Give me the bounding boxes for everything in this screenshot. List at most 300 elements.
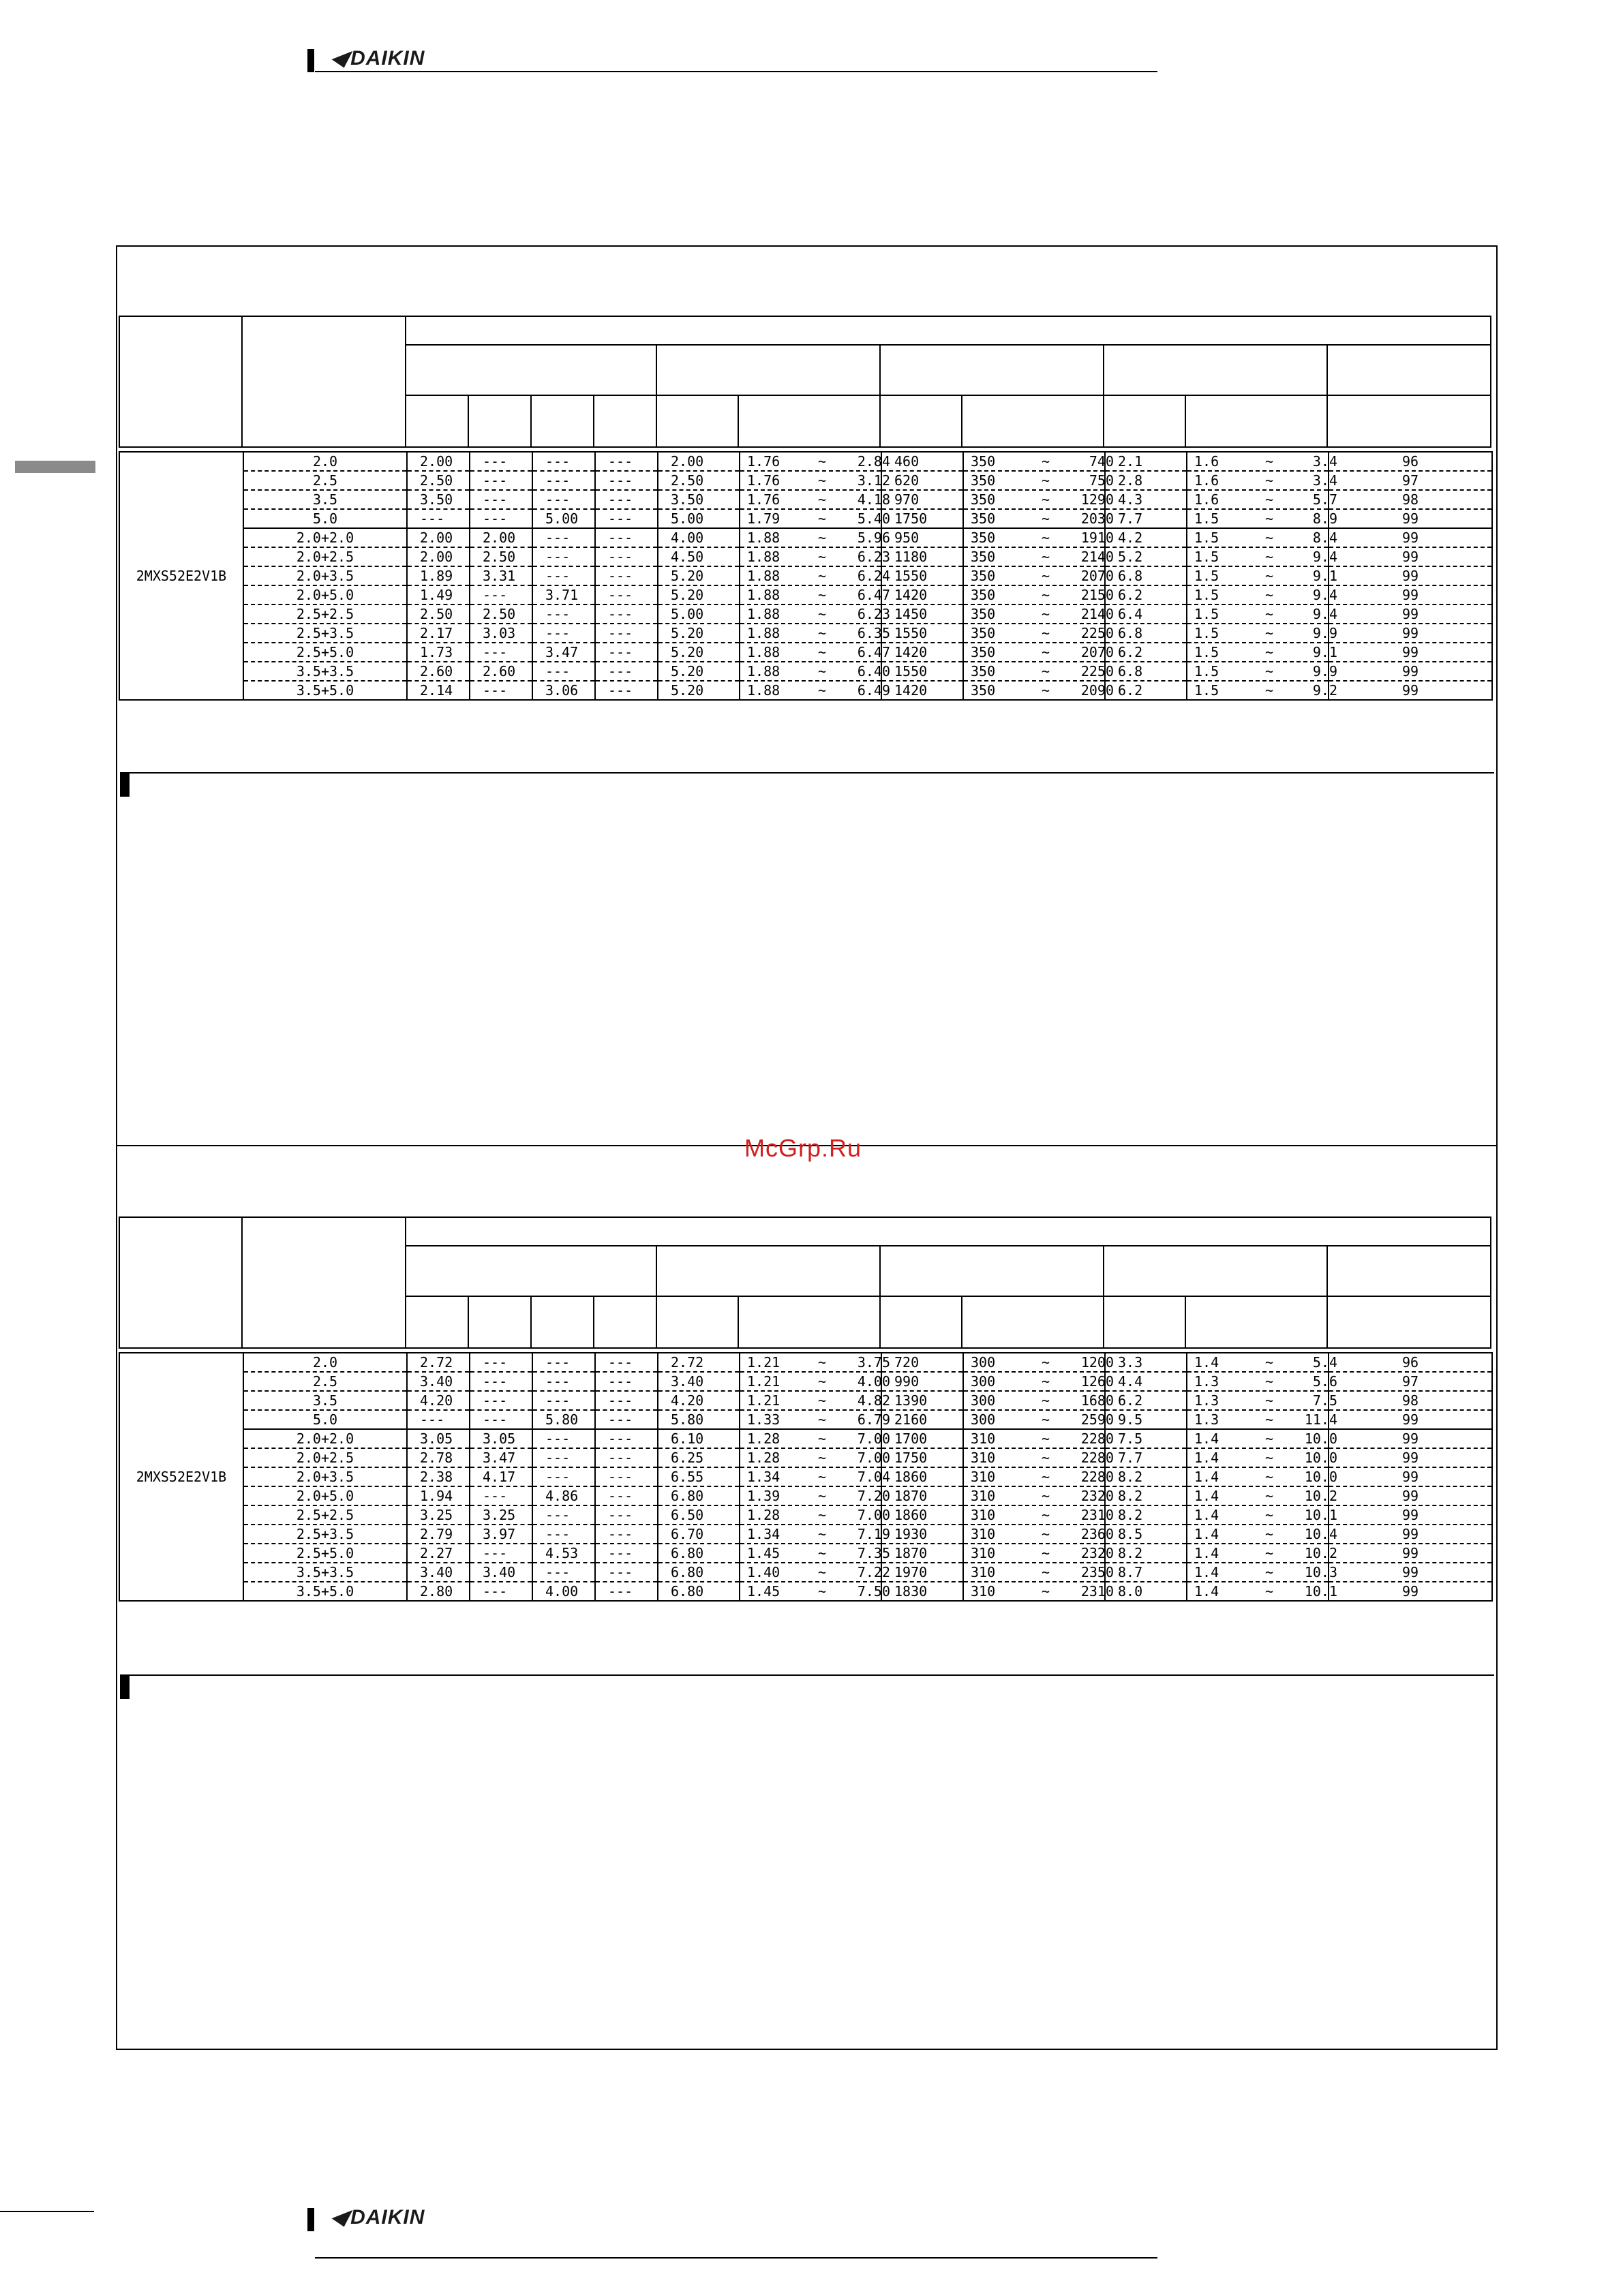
power-range [963, 471, 1114, 490]
tilde-separator: ~ [1041, 644, 1050, 660]
current-range [1187, 547, 1337, 566]
capacity-range-min: 1.88 [747, 606, 780, 622]
power-range-max: 2320 [1080, 1545, 1114, 1561]
power-input: 1830 [881, 1582, 963, 1601]
current-range-min: 1.4 [1194, 1469, 1219, 1485]
power-input: 1700 [881, 1429, 963, 1448]
power-input: 1450 [881, 604, 963, 624]
power-factor: 97 [1329, 471, 1492, 490]
total-capacity: 6.80 [658, 1563, 740, 1582]
capacity-room-c: --- [532, 1467, 595, 1486]
capacity-range-min: 1.76 [747, 453, 780, 470]
power-range-min: 350 [971, 568, 996, 584]
power-range [963, 585, 1114, 604]
header-cell-group-b-b [656, 1245, 881, 1297]
capacity-room-c: 3.47 [532, 643, 595, 662]
power-range-max: 1680 [1080, 1392, 1114, 1409]
current-range-max: 9.4 [1312, 587, 1337, 603]
section-rule-1 [120, 772, 1494, 774]
capacity-range-max: 7.35 [857, 1545, 890, 1561]
capacity-range-max: 6.47 [857, 587, 890, 603]
current-range-max: 10.2 [1304, 1545, 1337, 1561]
current-range [1187, 1353, 1337, 1372]
current-range [1187, 490, 1337, 509]
total-capacity: 5.80 [658, 1410, 740, 1429]
power-range-min: 350 [971, 606, 996, 622]
footer-left-rule [0, 2211, 94, 2212]
capacity-room-b: --- [470, 643, 532, 662]
capacity-room-d: --- [595, 662, 658, 681]
tilde-separator: ~ [1041, 568, 1050, 584]
header-sub-2-b [468, 1296, 532, 1349]
capacity-room-a: 2.78 [407, 1448, 470, 1467]
current-range-min: 1.6 [1194, 472, 1219, 489]
running-current: 8.2 [1105, 1486, 1187, 1505]
current-range [1187, 1391, 1337, 1410]
power-range-min: 310 [971, 1488, 996, 1504]
power-factor: 99 [1329, 1544, 1492, 1563]
power-factor: 99 [1329, 624, 1492, 643]
header-cell-group-a [405, 344, 657, 396]
power-input: 460 [881, 452, 963, 471]
power-range-min: 350 [971, 625, 996, 641]
capacity-room-b: 3.05 [470, 1429, 532, 1448]
power-range-max: 2280 [1080, 1469, 1114, 1485]
power-range-min: 350 [971, 644, 996, 660]
current-range-min: 1.5 [1194, 625, 1219, 641]
current-range [1187, 1467, 1337, 1486]
capacity-room-b: --- [470, 1582, 532, 1601]
capacity-range [740, 1448, 890, 1467]
table-row [119, 662, 1492, 681]
capacity-room-a: 1.89 [407, 566, 470, 585]
capacity-range-min: 1.88 [747, 682, 780, 699]
capacity-room-c: 5.80 [532, 1410, 595, 1429]
current-range-max: 11.4 [1304, 1411, 1337, 1428]
power-factor: 99 [1329, 1486, 1492, 1505]
capacity-room-d: --- [595, 566, 658, 585]
capacity-room-c: --- [532, 566, 595, 585]
header-cell-group-c [879, 344, 1104, 396]
combination-cell: 2.5 [243, 1372, 407, 1391]
capacity-room-c: --- [532, 624, 595, 643]
power-range-max: 2280 [1080, 1450, 1114, 1466]
power-range-min: 300 [971, 1373, 996, 1390]
table-row [119, 528, 1492, 547]
header-sub-6 [738, 395, 881, 448]
header-cell-group-d [1103, 344, 1328, 396]
total-capacity: 4.20 [658, 1391, 740, 1410]
capacity-range-max: 7.04 [857, 1469, 890, 1485]
power-range-min: 310 [971, 1450, 996, 1466]
capacity-room-a: 2.50 [407, 471, 470, 490]
tilde-separator: ~ [1041, 606, 1050, 622]
capacity-range [740, 1429, 890, 1448]
tilde-separator: ~ [817, 587, 827, 603]
bottom-data-table [119, 1352, 1493, 1602]
tilde-separator: ~ [1264, 568, 1274, 584]
tilde-separator: ~ [817, 1373, 827, 1390]
capacity-room-b: --- [470, 1372, 532, 1391]
power-range-min: 310 [971, 1583, 996, 1599]
capacity-range-max: 6.23 [857, 549, 890, 565]
capacity-room-a: 2.00 [407, 528, 470, 547]
table-row [119, 452, 1492, 471]
running-current: 4.2 [1105, 528, 1187, 547]
capacity-range-min: 1.21 [747, 1392, 780, 1409]
current-range-max: 3.4 [1312, 472, 1337, 489]
combination-cell: 2.0 [243, 452, 407, 471]
power-input: 1870 [881, 1486, 963, 1505]
power-range-max: 2360 [1080, 1526, 1114, 1542]
tilde-separator: ~ [817, 1488, 827, 1504]
section-tab-marker [15, 461, 95, 473]
power-range-max: 2590 [1080, 1411, 1114, 1428]
total-capacity: 2.50 [658, 471, 740, 490]
power-range [963, 1486, 1114, 1505]
tilde-separator: ~ [817, 1392, 827, 1409]
capacity-range-min: 1.28 [747, 1450, 780, 1466]
capacity-range [740, 1467, 890, 1486]
power-range-min: 350 [971, 472, 996, 489]
tilde-separator: ~ [1264, 1469, 1274, 1485]
tilde-separator: ~ [1041, 1469, 1050, 1485]
tilde-separator: ~ [817, 568, 827, 584]
capacity-room-d: --- [595, 528, 658, 547]
current-range-max: 10.0 [1304, 1450, 1337, 1466]
combination-cell: 5.0 [243, 509, 407, 528]
footer-rule [315, 2257, 1157, 2259]
tilde-separator: ~ [817, 549, 827, 565]
capacity-room-c: --- [532, 604, 595, 624]
power-range-min: 300 [971, 1354, 996, 1371]
footer-logo [328, 2205, 425, 2229]
capacity-room-b: --- [470, 452, 532, 471]
table-row [119, 681, 1492, 700]
power-input: 2160 [881, 1410, 963, 1429]
power-range-max: 2030 [1080, 510, 1114, 527]
current-range-min: 1.4 [1194, 1450, 1219, 1466]
capacity-range-min: 1.45 [747, 1545, 780, 1561]
tilde-separator: ~ [1264, 1411, 1274, 1428]
total-capacity: 5.20 [658, 643, 740, 662]
table-row [119, 1486, 1492, 1505]
header-logo-bar [307, 49, 314, 72]
current-range [1187, 624, 1337, 643]
capacity-room-a: 2.00 [407, 547, 470, 566]
capacity-room-b: 2.00 [470, 528, 532, 547]
power-range [963, 1505, 1114, 1525]
capacity-room-c: 4.86 [532, 1486, 595, 1505]
power-range-max: 2140 [1080, 549, 1114, 565]
current-range [1187, 1544, 1337, 1563]
footer-brand-text: DAIKIN [350, 2206, 425, 2229]
capacity-room-a: 2.72 [407, 1353, 470, 1372]
capacity-range-max: 6.40 [857, 663, 890, 679]
running-current: 6.8 [1105, 566, 1187, 585]
combination-cell: 2.5 [243, 471, 407, 490]
running-current: 4.3 [1105, 490, 1187, 509]
combination-cell: 2.5+2.5 [243, 604, 407, 624]
current-range [1187, 681, 1337, 700]
table-row [119, 471, 1492, 490]
power-range-max: 1290 [1080, 491, 1114, 508]
total-capacity: 6.70 [658, 1525, 740, 1544]
power-input: 1550 [881, 566, 963, 585]
tilde-separator: ~ [1264, 644, 1274, 660]
total-capacity: 5.00 [658, 604, 740, 624]
table-row [119, 566, 1492, 585]
total-capacity: 6.80 [658, 1486, 740, 1505]
capacity-room-b: --- [470, 681, 532, 700]
capacity-range [740, 1525, 890, 1544]
running-current: 8.2 [1105, 1544, 1187, 1563]
header-cell-combination-b [241, 1216, 406, 1349]
tilde-separator: ~ [817, 510, 827, 527]
table-row [119, 1391, 1492, 1410]
current-range-min: 1.3 [1194, 1373, 1219, 1390]
daikin-mark-icon: ◀ [328, 2206, 351, 2229]
capacity-room-c: 3.71 [532, 585, 595, 604]
power-range-min: 350 [971, 530, 996, 546]
combination-cell: 2.0+2.5 [243, 547, 407, 566]
power-input: 620 [881, 471, 963, 490]
tilde-separator: ~ [817, 491, 827, 508]
combination-cell: 3.5+5.0 [243, 1582, 407, 1601]
combination-cell: 2.5+3.5 [243, 624, 407, 643]
header-brand-text: DAIKIN [350, 47, 425, 70]
power-range-max: 2070 [1080, 568, 1114, 584]
combination-cell: 2.0+2.0 [243, 1429, 407, 1448]
capacity-room-b: --- [470, 1353, 532, 1372]
total-capacity: 5.20 [658, 662, 740, 681]
combination-cell: 2.0+5.0 [243, 585, 407, 604]
capacity-range-min: 1.33 [747, 1411, 780, 1428]
power-input: 1180 [881, 547, 963, 566]
capacity-room-d: --- [595, 1467, 658, 1486]
capacity-room-c: --- [532, 471, 595, 490]
header-cell-group-e-b [1326, 1245, 1491, 1297]
capacity-range-max: 7.00 [857, 1507, 890, 1523]
header-sub-7 [879, 395, 962, 448]
tilde-separator: ~ [1041, 472, 1050, 489]
capacity-room-a: 1.94 [407, 1486, 470, 1505]
current-range [1187, 1525, 1337, 1544]
capacity-room-c: --- [532, 452, 595, 471]
capacity-room-b: 3.47 [470, 1448, 532, 1467]
power-range-max: 2150 [1080, 587, 1114, 603]
running-current: 8.2 [1105, 1467, 1187, 1486]
total-capacity: 4.50 [658, 547, 740, 566]
capacity-range [740, 604, 890, 624]
tilde-separator: ~ [1264, 1564, 1274, 1580]
capacity-room-a: 3.50 [407, 490, 470, 509]
tilde-separator: ~ [817, 644, 827, 660]
current-range-max: 10.3 [1304, 1564, 1337, 1580]
power-range [963, 452, 1114, 471]
tilde-separator: ~ [817, 1564, 827, 1580]
current-range-min: 1.4 [1194, 1488, 1219, 1504]
capacity-range [740, 452, 890, 471]
capacity-room-a: 2.17 [407, 624, 470, 643]
running-current: 8.0 [1105, 1582, 1187, 1601]
capacity-room-b: 3.25 [470, 1505, 532, 1525]
tilde-separator: ~ [1264, 1354, 1274, 1371]
capacity-room-d: --- [595, 1391, 658, 1410]
capacity-room-b: 3.03 [470, 624, 532, 643]
capacity-range-min: 1.45 [747, 1583, 780, 1599]
header-cell-group-d-b [1103, 1245, 1328, 1297]
power-input: 1750 [881, 509, 963, 528]
capacity-room-c: --- [532, 1505, 595, 1525]
tilde-separator: ~ [1264, 1373, 1274, 1390]
capacity-room-c: 4.53 [532, 1544, 595, 1563]
tilde-separator: ~ [1264, 510, 1274, 527]
combination-cell: 5.0 [243, 1410, 407, 1429]
power-range-max: 2350 [1080, 1564, 1114, 1580]
running-current: 6.4 [1105, 604, 1187, 624]
tilde-separator: ~ [817, 1411, 827, 1428]
tilde-separator: ~ [817, 606, 827, 622]
tilde-separator: ~ [1041, 1392, 1050, 1409]
current-range-max: 5.6 [1312, 1373, 1337, 1390]
current-range [1187, 604, 1337, 624]
capacity-room-b: --- [470, 1544, 532, 1563]
power-range [963, 566, 1114, 585]
header-sub-3-b [530, 1296, 594, 1349]
power-input: 1750 [881, 1448, 963, 1467]
capacity-room-d: --- [595, 471, 658, 490]
header-cell-group-c-b [879, 1245, 1104, 1297]
tilde-separator: ~ [817, 530, 827, 546]
top-data-table [119, 451, 1493, 701]
current-range-min: 1.5 [1194, 644, 1219, 660]
tilde-separator: ~ [1041, 682, 1050, 699]
capacity-room-b: --- [470, 1410, 532, 1429]
tilde-separator: ~ [1264, 1450, 1274, 1466]
capacity-range [740, 585, 890, 604]
power-input: 950 [881, 528, 963, 547]
current-range [1187, 1410, 1337, 1429]
power-range-min: 300 [971, 1392, 996, 1409]
current-range-max: 5.7 [1312, 491, 1337, 508]
capacity-range-max: 4.18 [857, 491, 890, 508]
capacity-room-d: --- [595, 1486, 658, 1505]
current-range [1187, 1563, 1337, 1582]
capacity-range [740, 547, 890, 566]
current-range [1187, 566, 1337, 585]
capacity-room-c: --- [532, 1391, 595, 1410]
capacity-range [740, 1391, 890, 1410]
power-factor: 99 [1329, 1429, 1492, 1448]
footer-logo-bar [307, 2208, 314, 2231]
capacity-room-a: 3.40 [407, 1372, 470, 1391]
tilde-separator: ~ [1264, 1488, 1274, 1504]
current-range-max: 3.4 [1312, 453, 1337, 470]
section-marker-1 [120, 774, 130, 797]
power-range [963, 528, 1114, 547]
running-current: 6.2 [1105, 643, 1187, 662]
capacity-room-d: --- [595, 1410, 658, 1429]
running-current: 6.2 [1105, 585, 1187, 604]
table-row [119, 1563, 1492, 1582]
capacity-room-d: --- [595, 1525, 658, 1544]
capacity-range-max: 6.35 [857, 625, 890, 641]
current-range-max: 9.2 [1312, 682, 1337, 699]
capacity-range-max: 7.50 [857, 1583, 890, 1599]
capacity-range [740, 1544, 890, 1563]
capacity-range [740, 471, 890, 490]
power-input: 1390 [881, 1391, 963, 1410]
power-range-min: 350 [971, 453, 996, 470]
capacity-range [740, 1372, 890, 1391]
capacity-room-d: --- [595, 624, 658, 643]
current-range-max: 10.1 [1304, 1507, 1337, 1523]
tilde-separator: ~ [1041, 491, 1050, 508]
current-range-min: 1.5 [1194, 549, 1219, 565]
header-sub-1-b [405, 1296, 469, 1349]
capacity-room-c: --- [532, 1563, 595, 1582]
power-range-min: 350 [971, 510, 996, 527]
power-input: 1870 [881, 1544, 963, 1563]
power-range [963, 509, 1114, 528]
power-range [963, 1582, 1114, 1601]
header-cell-combination [241, 316, 406, 448]
power-range [963, 490, 1114, 509]
capacity-room-a: --- [407, 1410, 470, 1429]
header-sub-2 [468, 395, 532, 448]
header-sub-11 [1326, 395, 1491, 448]
power-range [963, 1525, 1114, 1544]
capacity-range-max: 4.00 [857, 1373, 890, 1390]
capacity-room-a: --- [407, 509, 470, 528]
total-capacity: 6.80 [658, 1544, 740, 1563]
tilde-separator: ~ [817, 1469, 827, 1485]
current-range-max: 8.4 [1312, 530, 1337, 546]
tilde-separator: ~ [1264, 606, 1274, 622]
header-sub-5-b [656, 1296, 739, 1349]
running-current: 6.8 [1105, 624, 1187, 643]
capacity-range-min: 1.21 [747, 1354, 780, 1371]
tilde-separator: ~ [817, 625, 827, 641]
power-factor: 97 [1329, 1372, 1492, 1391]
current-range-max: 9.9 [1312, 663, 1337, 679]
running-current: 9.5 [1105, 1410, 1187, 1429]
power-range-max: 1910 [1080, 530, 1114, 546]
tilde-separator: ~ [817, 1354, 827, 1371]
tilde-separator: ~ [1264, 530, 1274, 546]
capacity-room-d: --- [595, 547, 658, 566]
current-range-min: 1.3 [1194, 1411, 1219, 1428]
current-range-max: 5.4 [1312, 1354, 1337, 1371]
tilde-separator: ~ [1264, 1526, 1274, 1542]
capacity-range-min: 1.39 [747, 1488, 780, 1504]
capacity-range [740, 1582, 890, 1601]
current-range-max: 9.9 [1312, 625, 1337, 641]
power-factor: 99 [1329, 566, 1492, 585]
running-current: 8.5 [1105, 1525, 1187, 1544]
current-range-min: 1.6 [1194, 491, 1219, 508]
power-range [963, 1544, 1114, 1563]
running-current: 7.5 [1105, 1429, 1187, 1448]
combination-cell: 2.5+2.5 [243, 1505, 407, 1525]
power-factor: 96 [1329, 452, 1492, 471]
total-capacity: 5.20 [658, 566, 740, 585]
capacity-room-c: 3.06 [532, 681, 595, 700]
current-range-min: 1.5 [1194, 530, 1219, 546]
current-range-max: 8.9 [1312, 510, 1337, 527]
capacity-range-max: 7.20 [857, 1488, 890, 1504]
